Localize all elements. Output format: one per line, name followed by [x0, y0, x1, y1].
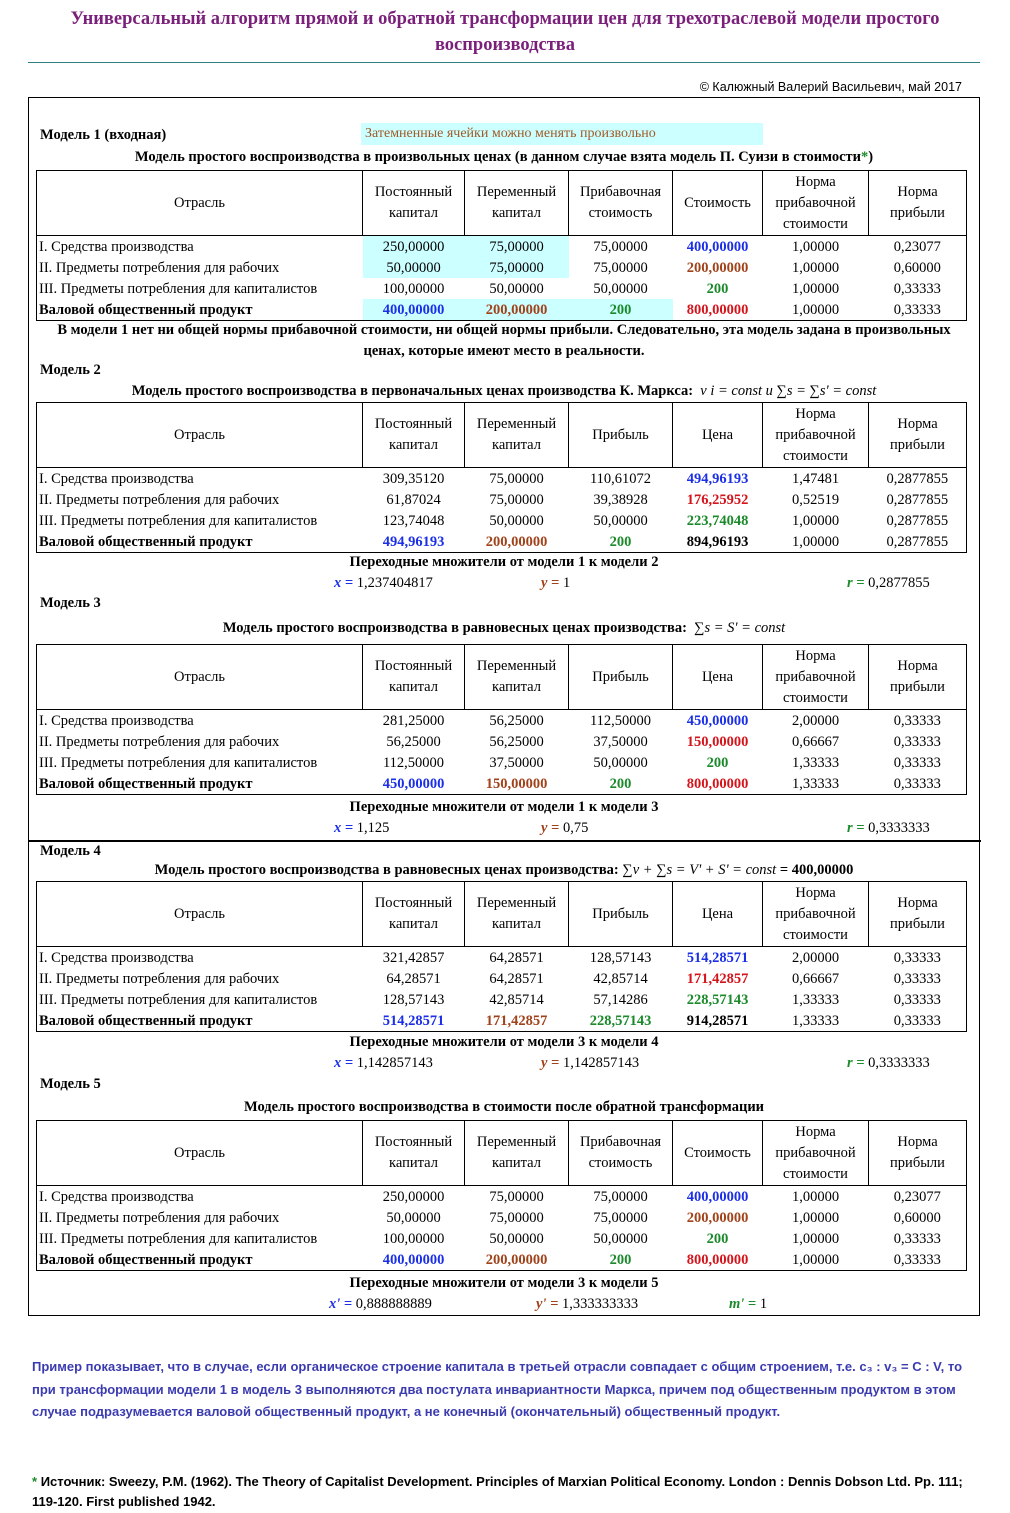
- model5-mult-y: y' = 1,333333333: [536, 1296, 639, 1312]
- model2-mult-x: x = 1,237404817: [334, 575, 433, 591]
- table-row: II. Предметы потребления для рабочих 64,28571 64,28571 42,85714 171,42857 0,66667 0,33333: [39, 970, 941, 987]
- col-rate-sv: Норма прибавочной стоимости: [763, 171, 869, 236]
- source-note: * Источник: Sweezy, P.M. (1962). The Theory of Capitalist Development. Principles of Marxian Political Economy. London : Dennis Dobson Ltd. Pp. 111; 119-120. First published 1942.: [32, 1474, 963, 1509]
- table-total-row: Валовой общественный продукт 450,00000 150,00000 200 800,00000 1,33333 0,33333: [39, 775, 941, 792]
- model4-label: Модель 4: [40, 843, 101, 859]
- table-row: III. Предметы потребления для капиталистов 123,74048 50,00000 50,00000 223,74048 1,00000 0,2877855: [39, 512, 949, 529]
- col-value: Стоимость: [673, 171, 763, 236]
- copyright: © Калюжный Валерий Васильевич, май 2017: [699, 80, 962, 94]
- model1-label: Модель 1 (входная): [40, 127, 167, 143]
- model1-caption: Модель простого воспроизводства в произвольных ценах (в данном случае взята модель П. Суизи в стоимости*): [134, 149, 874, 165]
- editable-cell[interactable]: 250,00000: [363, 236, 465, 258]
- model5-table: [36, 1120, 967, 1271]
- col-rate-p: Норма прибыли: [869, 171, 967, 236]
- table-header: Отрасль Постоянный капитал Переменный капитал Прибавочная стоимость Стоимость Норма прибавочной стоимости Норма прибыли: [37, 1121, 967, 1186]
- model5-transition-title: Переходные множители от модели 3 к модели 5: [349, 1275, 659, 1291]
- table-header: Отрасль Постоянный капитал Переменный капитал Прибыль Цена Норма прибавочной стоимости Норма прибыли: [37, 403, 967, 468]
- table-header: Отрасль Постоянный капитал Переменный капитал Прибыль Цена Норма прибавочной стоимости Норма прибыли: [37, 882, 967, 947]
- model4-caption: Модель простого воспроизводства в равновесных ценах производства: ∑v + ∑s = V' + S' = const = 400,00000: [154, 862, 854, 878]
- col-var: Переменный капитал: [465, 171, 569, 236]
- table-row: I. Средства производства 281,25000 56,25000 112,50000 450,00000 2,00000 0,33333: [39, 712, 941, 729]
- model2-table: [36, 402, 967, 553]
- model4-table: [36, 881, 967, 1032]
- model5-mult-x: x' = 0,888888889: [329, 1296, 432, 1312]
- editable-cell[interactable]: 75,00000: [465, 257, 569, 278]
- table-total-row: Валовой общественный продукт 400,00000 200,00000 200 800,00000 1,00000 0,33333: [37, 299, 967, 321]
- table-row: I. Средства производства 321,42857 64,28571 128,57143 514,28571 2,00000 0,33333: [39, 949, 941, 966]
- model4-mult-y: y = 1,142857143: [541, 1055, 640, 1071]
- editable-cells-note: Затемненные ячейки можно менять произвольно: [361, 123, 763, 145]
- model3-mult-x: x = 1,125: [334, 820, 390, 836]
- table-row: II. Предметы потребления для рабочих 50,00000 75,00000 75,00000 200,00000 1,00000 0,60000: [37, 257, 967, 278]
- model3-mult-r: r = 0,3333333: [847, 820, 930, 836]
- editable-cell[interactable]: 75,00000: [465, 236, 569, 258]
- col-branch: Отрасль: [37, 171, 363, 236]
- table-total-row: Валовой общественный продукт 514,28571 171,42857 228,57143 914,28571 1,33333 0,33333: [39, 1012, 941, 1029]
- table-row: II. Предметы потребления для рабочих 61,87024 75,00000 39,38928 176,25952 0,52519 0,2877855: [39, 491, 949, 508]
- model3-transition-title: Переходные множители от модели 1 к модели 3: [349, 799, 659, 815]
- title-divider: [28, 62, 980, 63]
- model5-caption: Модель простого воспроизводства в стоимости после обратной трансформации: [243, 1099, 765, 1115]
- model2-transition-title: Переходные множители от модели 1 к модели 2: [349, 554, 659, 570]
- conclusion-paragraph: Пример показывает, что в случае, если органическое строение капитала в третьей отрасли совпадает с общим строением, т.е. c₃ : v₃ = C : V, то при трансформации модели 1 в модель 3 выполняются два постулата инвариантности Маркса, причем под общественным продуктом в этом случае подразумевается валовой общественный продукт, а не конечный (окончательный) общественный продукт.: [32, 1359, 963, 1419]
- editable-cell[interactable]: 50,00000: [363, 257, 465, 278]
- model4-transition-title: Переходные множители от модели 3 к модели 4: [349, 1034, 659, 1050]
- model4-mult-x: x = 1,142857143: [334, 1055, 433, 1071]
- table-row: III. Предметы потребления для капиталистов 100,00000 50,00000 50,00000 200 1,00000 0,33333: [39, 1230, 941, 1247]
- table-row: III. Предметы потребления для капиталистов 128,57143 42,85714 57,14286 228,57143 1,33333 0,33333: [39, 991, 941, 1008]
- model2-mult-y: y = 1: [541, 575, 571, 591]
- model3-mult-y: y = 0,75: [541, 820, 589, 836]
- model3-caption: Модель простого воспроизводства в равновесных ценах производства: ∑s = S' = const: [222, 620, 786, 636]
- model3-label: Модель 3: [40, 595, 101, 611]
- model5-label: Модель 5: [40, 1076, 101, 1092]
- col-surplus: Прибавочная стоимость: [569, 171, 673, 236]
- table-total-row: Валовой общественный продукт 400,00000 200,00000 200 800,00000 1,00000 0,33333: [39, 1251, 941, 1268]
- table-header: Отрасль Постоянный капитал Переменный капитал Прибыль Цена Норма прибавочной стоимости Норма прибыли: [37, 645, 967, 710]
- model2-caption: Модель простого воспроизводства в первоначальных ценах производства К. Маркса: v i = const и ∑s = ∑s' = const: [131, 383, 877, 399]
- model2-mult-r: r = 0,2877855: [847, 575, 930, 591]
- table-row: I. Средства производства 250,00000 75,00000 75,00000 400,00000 1,00000 0,23077: [37, 236, 967, 258]
- frame-separator: [28, 840, 981, 842]
- model1-conclusion: В модели 1 нет ни общей нормы прибавочной стоимости, ни общей нормы прибыли. Следовательно, эта модель задана в произвольных ценах, которые имеют место в реальности.: [57, 322, 951, 359]
- model3-table: [36, 644, 967, 795]
- table-total-row: Валовой общественный продукт 494,96193 200,00000 200 894,96193 1,00000 0,2877855: [39, 533, 949, 550]
- page-title: Универсальный алгоритм прямой и обратной трансформации цен для трехотраслевой модели простого воспроизводства: [70, 9, 940, 55]
- table-row: II. Предметы потребления для рабочих 50,00000 75,00000 75,00000 200,00000 1,00000 0,60000: [39, 1209, 941, 1226]
- table-row: II. Предметы потребления для рабочих 56,25000 56,25000 37,50000 150,00000 0,66667 0,33333: [39, 733, 941, 750]
- table-row: I. Средства производства 250,00000 75,00000 75,00000 400,00000 1,00000 0,23077: [39, 1188, 941, 1205]
- table-row: I. Средства производства 309,35120 75,00000 110,61072 494,96193 1,47481 0,2877855: [39, 470, 949, 487]
- table-row: III. Предметы потребления для капиталистов 112,50000 37,50000 50,00000 200 1,33333 0,33333: [39, 754, 941, 771]
- model2-label: Модель 2: [40, 362, 101, 378]
- model4-mult-r: r = 0,3333333: [847, 1055, 930, 1071]
- model5-mult-m: m' = 1: [729, 1296, 768, 1312]
- col-const: Постоянный капитал: [363, 171, 465, 236]
- table-row: III. Предметы потребления для капиталистов 100,00000 50,00000 50,00000 200 1,00000 0,33333: [39, 280, 941, 297]
- table-header: [37, 171, 967, 236]
- model1-table: [36, 170, 967, 321]
